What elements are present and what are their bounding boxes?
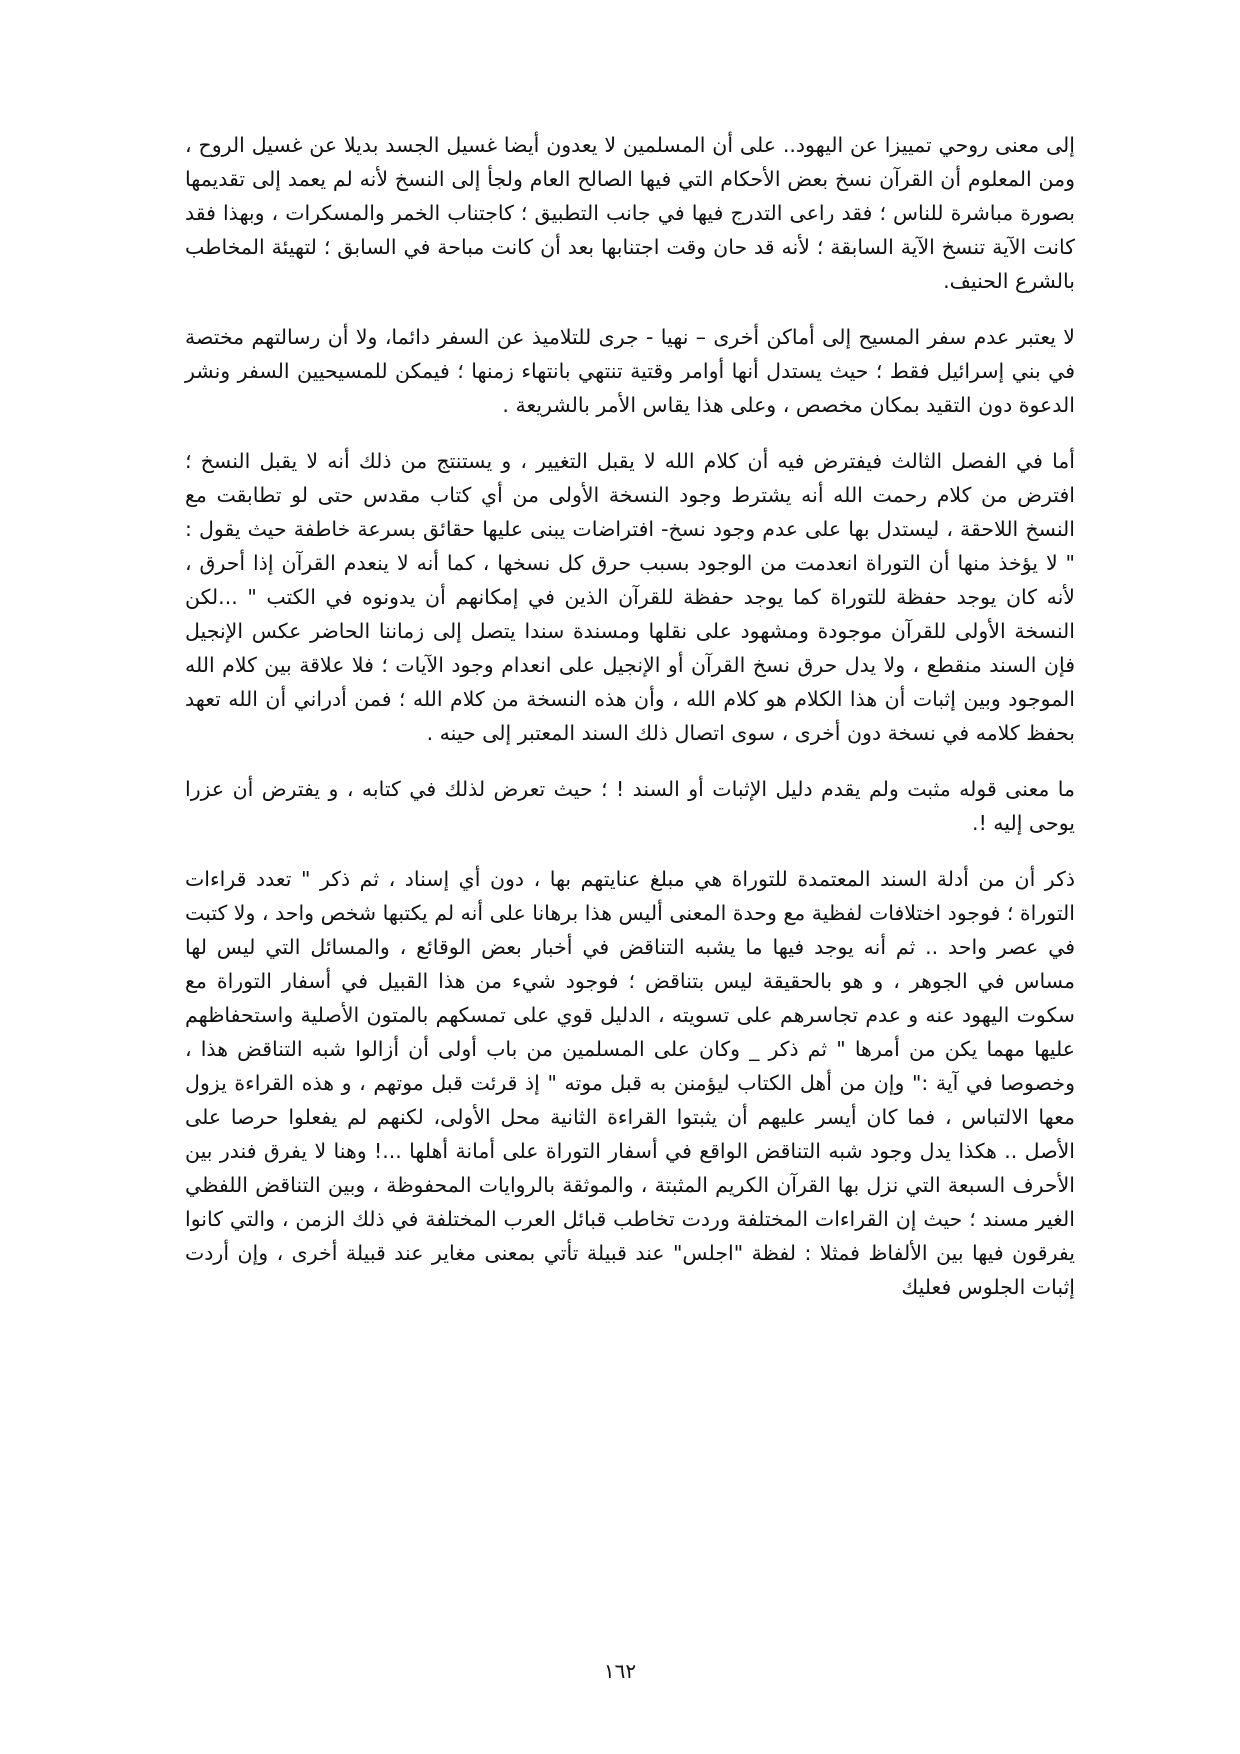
paragraph-3: أما في الفصل الثالث فيفترض فيه أن كلام الله لا يقبل التغيير ، و يستنتج من ذلك أنه لا يقبل النسخ ؛ افترض من كلام رحمت الله أنه يشترط وجود النسخة الأولى من أي كتاب مقدس حتى لو تطابقت مع النسخ اللاحقة ، ليستدل بها على عدم وجود نسخ- افتراضات يبنى عليها حقائق بسرعة خاطفة حيث يقول : " لا يؤخذ منها أن التوراة انعدمت من الوجود بسبب حرق كل نسخها ، كما أنه لا ينعدم القرآن إذا أحرق ، لأنه كان يوجد حفظة للتوراة كما يوجد حفظة للقرآن الذين في إمكانهم أن يدونوه في الكتب " ...لكن النسخة الأولى للقرآن موجودة ومشهود على نقلها ومسندة سندا يتصل إلى زماننا الحاضر عكس الإنجيل فإن السند منقطع ، ولا يدل حرق نسخ القرآن أو الإنجيل على انعدام وجود الآيات ؛ فلا علاقة بين كلام الله الموجود وبين إثبات أن هذا الكلام هو كلام الله ، وأن هذه النسخة من كلام الله ؛ فمن أدراني أن الله تعهد بحفظ كلامه في نسخة دون أخرى ، سوى اتصال ذلك السند المعتبر إلى حينه . [185,449,1075,745]
paragraph-5: ذكر أن من أدلة السند المعتمدة للتوراة هي مبلغ عنايتهم بها ، دون أي إسناد ، ثم ذكر " تعدد قراءات التوراة ؛ فوجود اختلافات لفظية مع وحدة المعنى أليس هذا برهانا على أنه لم يكتبها شخص واحد ، ولا كتبت في عصر واحد .. ثم أنه يوجد فيها ما يشبه التناقض في أخبار بعض الوقائع ، والمسائل التي ليس لها مساس في الجوهر ، و هو بالحقيقة ليس بتناقض ؛ فوجود شيء من هذا القبيل في أسفار التوراة مع سكوت اليهود عنه و عدم تجاسرهم على تسويته ، الدليل قوي على تمسكهم بالمتون الأصلية واستحفاظهم عليها مهما يكن من أمرها " ثم ذكر _ وكان على المسلمين من باب أولى أن أزالوا شبه التناقض هذا ، وخصوصا في آية :" وإن من أهل الكتاب ليؤمنن به قبل موته " إذ قرئت قبل موتهم ، و هذه القراءة يزول معها الالتباس ، فما كان أيسر عليهم أن يثبتوا القراءة الثانية محل الأولى، لكنهم لم يفعلوا حرصا على الأصل .. هكذا يدل وجود شبه التناقض الواقع في أسفار التوراة على أمانة أهلها ...! وهنا لا يفرق فندر بين الأحرف السبعة التي نزل بها القرآن الكريم المثبتة ، والموثقة بالروايات المحفوظة ، وبين التناقض اللفظي الغير مسند ؛ حيث إن القراءات المختلفة وردت تخاطب قبائل العرب المختلفة في ذلك الزمن ، والتي كانوا يفرقون فيها بين الألفاظ فمثلا : لفظة "اجلس" عند قبيلة تأتي بمعنى مغاير عند قبيلة أخرى ، وإن أردت إثبات الجلوس فعليك [185,867,1075,1299]
paragraph-4: ما معنى قوله مثبت ولم يقدم دليل الإثبات أو السند ! ؛ حيث تعرض لذلك في كتابه ، و يفترض أن عزرا يوحى إليه !. [185,777,1075,835]
paragraph-1: إلى معنى روحي تمييزا عن اليهود.. على أن المسلمين لا يعدون أيضا غسيل الجسد بديلا عن غسيل الروح ، ومن المعلوم أن القرآن نسخ بعض الأحكام التي فيها الصالح العام ولجأ إلى النسخ لأنه لم يعمد إلى تقديمها بصورة مباشرة للناس ؛ فقد راعى التدرج فيها في جانب التطبيق ؛ كاجتناب الخمر والمسكرات ، وبهذا فقد كانت الآية تنسخ الآية السابقة ؛ لأنه قد حان وقت اجتنابها بعد أن كانت مباحة في السابق ؛ لتهيئة المخاطب بالشرع الحنيف. [185,133,1075,293]
paragraph-2: لا يعتبر عدم سفر المسيح إلى أماكن أخرى – نهيا - جرى للتلاميذ عن السفر دائما، ولا أن رسالتهم مختصة في بني إسرائيل فقط ؛ حيث يستدل أنها أوامر وقتية تنتهي بانتهاء زمنها ؛ فيمكن للمسيحيين السفر ونشر الدعوة دون التقيد بمكان مخصص ، وعلى هذا يقاس الأمر بالشريعة . [185,325,1075,417]
page-body [185,128,1075,1304]
page-number: ١٦٢ [603,1659,637,1683]
